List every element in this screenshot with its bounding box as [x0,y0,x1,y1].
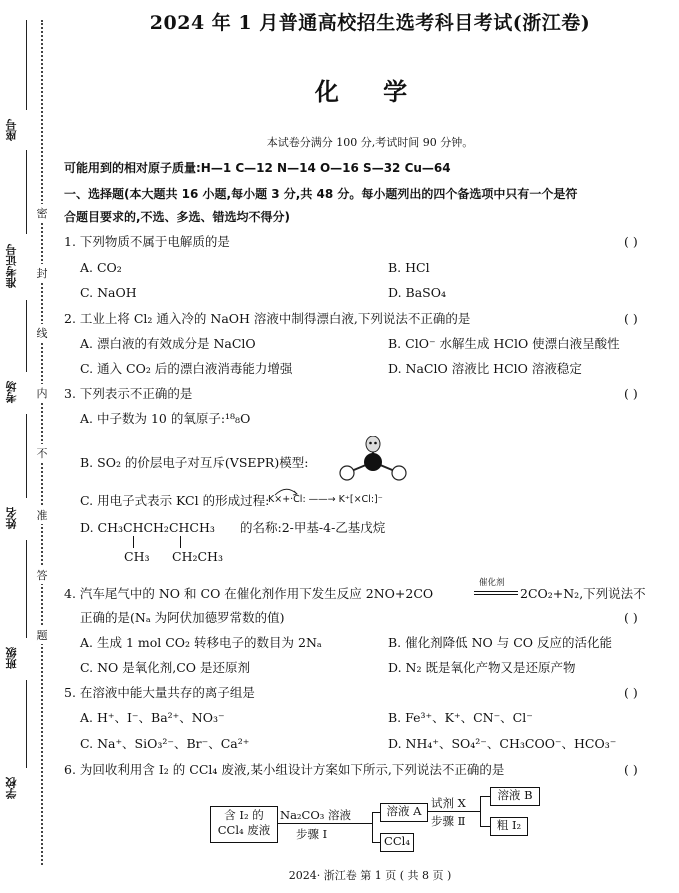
flow-reagent2: 试剂 X [431,796,466,810]
q5-stem: 5. 在溶液中能大量共存的离子组是 [64,685,255,700]
q2-option-a: A. 漂白液的有效成分是 NaClO [80,336,256,351]
flow-solution-b-box: 溶液 B [490,787,540,806]
side-label-room: 考场 [5,381,18,403]
q2-option-d: D. NaClO 溶液比 HClO 溶液稳定 [388,361,582,376]
q4-arrow-line-top [474,591,518,592]
flow-branch-line-2 [480,796,481,826]
flow-ccl4-box: CCl₄ [380,833,414,852]
branch-bond-1 [133,536,134,548]
q3-option-d-formula: D. CH₃CHCH₂CHCH₃ [80,520,215,535]
q3-answer-paren: ( ) [624,386,638,401]
vsepr-model-icon [336,436,410,482]
electron-transfer-arrow-icon [272,486,302,496]
q3-option-d-name: 的名称:2-甲基-4-乙基戊烷 [240,520,386,535]
q5-option-a: A. H⁺、I⁻、Ba²⁺、NO₃⁻ [80,710,225,725]
q4-arrow-line-bottom [474,594,518,595]
q2-stem: 2. 工业上将 Cl₂ 通入冷的 NaOH 溶液中制得漂白液,下列说法不正确的是 [64,311,471,326]
flow-solution-a-box: 溶液 A [380,803,428,822]
q3-option-d-branch-2: CH₂CH₃ [172,549,223,564]
q6-answer-paren: ( ) [624,762,638,777]
page-footer: 2024· 浙江卷 第 1 页 ( 共 8 页 ) [288,869,452,882]
seal-char: 准 [36,506,48,524]
binding-dotted-line [41,20,43,865]
seal-char: 答 [36,566,48,584]
q1-option-d: D. BaSO₄ [388,285,446,300]
q2-option-b: B. ClO⁻ 水解生成 HClO 使漂白液呈酸性 [388,336,620,351]
side-rule-school [26,680,27,768]
q1-option-b: B. HCl [388,260,430,275]
flow-start-box [210,806,278,843]
seal-char: 封 [36,264,48,282]
q3-stem: 3. 下列表示不正确的是 [64,386,193,401]
subject-title: 化 学 [314,77,426,106]
side-label-name: 姓名 [5,507,18,529]
q3-option-d-branch-1: CH₃ [124,549,150,564]
q4-stem-part1: 4. 汽车尾气中的 NO 和 CO 在催化剂作用下发生反应 2NO+2CO [64,586,434,601]
q3-option-b: B. SO₂ 的价层电子对互斥(VSEPR)模型: [80,455,309,470]
flow-branch-top [372,812,380,813]
side-label-seat: 座号 [5,119,18,141]
q4-stem-line2: 正确的是(Nₐ 为阿伏加德罗常数的值) [80,610,285,625]
seal-char: 内 [36,384,48,402]
flow-step2: 步骤 Ⅱ [431,814,466,828]
q1-answer-paren: ( ) [624,234,638,249]
q1-option-a: A. CO₂ [80,260,122,275]
q4-answer-paren: ( ) [624,610,638,625]
flow-step1: 步骤 Ⅰ [296,827,328,841]
q5-option-b: B. Fe³⁺、K⁺、CN⁻、Cl⁻ [388,710,533,725]
flow-branch-line [372,812,373,842]
q1-option-c: C. NaOH [80,285,137,300]
exam-note: 本试卷分满分 100 分,考试时间 90 分钟。 [266,136,474,149]
q3-option-c: C. 用电子式表示 KCl 的形成过程: [80,493,270,508]
atomic-masses: 可能用到的相对原子质量:H—1 C—12 N—14 O—16 S—32 Cu—64 [64,161,451,175]
flow-start-line1: 含 I₂ 的 [224,808,264,822]
q4-option-b: B. 催化剂降低 NO 与 CO 反应的活化能 [388,635,613,650]
q4-option-a: A. 生成 1 mol CO₂ 转移电子的数目为 2Nₐ [80,635,322,650]
q5-answer-paren: ( ) [624,685,638,700]
exam-title: 2024 年 1 月普通高校招生选考科目考试(浙江卷) [149,12,591,34]
side-label-class: 班级 [5,647,18,669]
side-rule-seat [26,20,27,110]
q4-stem-part2: 2CO₂+N₂,下列说法不 [520,586,646,601]
flow-branch2-top [480,796,490,797]
seal-char: 密 [36,204,48,222]
q3-option-a: A. 中子数为 10 的氧原子:¹⁸₈O [80,411,251,426]
side-rule-exam-number [26,150,27,234]
flow-arrow-2 [428,811,480,812]
side-rule-class [26,540,27,638]
q2-answer-paren: ( ) [624,311,638,326]
side-rule-room [26,300,27,372]
q4-catalyst: 催化剂 [479,578,505,588]
q5-option-c: C. Na⁺、SiO₃²⁻、Br⁻、Ca²⁺ [80,736,250,751]
kcl-electron-formula: K×+·Cl: ——→ K⁺[×Cl:]⁻ [268,494,383,505]
q2-option-c: C. 通入 CO₂ 后的漂白液消毒能力增强 [80,361,293,376]
side-rule-name [26,414,27,498]
side-label-exam-number: 准考证号 [5,244,18,288]
branch-bond-2 [180,536,181,548]
flow-crude-i2-box: 粗 I₂ [490,817,528,836]
seal-char: 不 [36,444,48,462]
section-heading-line1: 一、选择题(本大题共 16 小题,每小题 3 分,共 48 分。每小题列出的四个备选项中只有一个是符 [64,187,578,201]
flow-start-line2: CCl₄ 废液 [217,823,271,837]
q5-option-d: D. NH₄⁺、SO₄²⁻、CH₃COO⁻、HCO₃⁻ [388,736,617,751]
flow-branch2-bottom [480,826,490,827]
side-label-school: 学校 [5,777,18,799]
q6-stem: 6. 为回收利用含 I₂ 的 CCl₄ 废液,某小组设计方案如下所示,下列说法不正确的是 [64,762,505,777]
seal-char: 线 [36,324,48,342]
q4-option-d: D. N₂ 既是氧化产物又是还原产物 [388,660,576,675]
flow-reagent1: Na₂CO₃ 溶液 [280,808,352,822]
seal-char: 题 [36,626,48,644]
flow-arrow-1 [278,823,372,824]
flow-branch-bottom [372,842,380,843]
q4-option-c: C. NO 是氧化剂,CO 是还原剂 [80,660,250,675]
q1-stem: 1. 下列物质不属于电解质的是 [64,234,230,249]
section-heading-line2: 合题目要求的,不选、多选、错选均不得分) [64,210,291,224]
